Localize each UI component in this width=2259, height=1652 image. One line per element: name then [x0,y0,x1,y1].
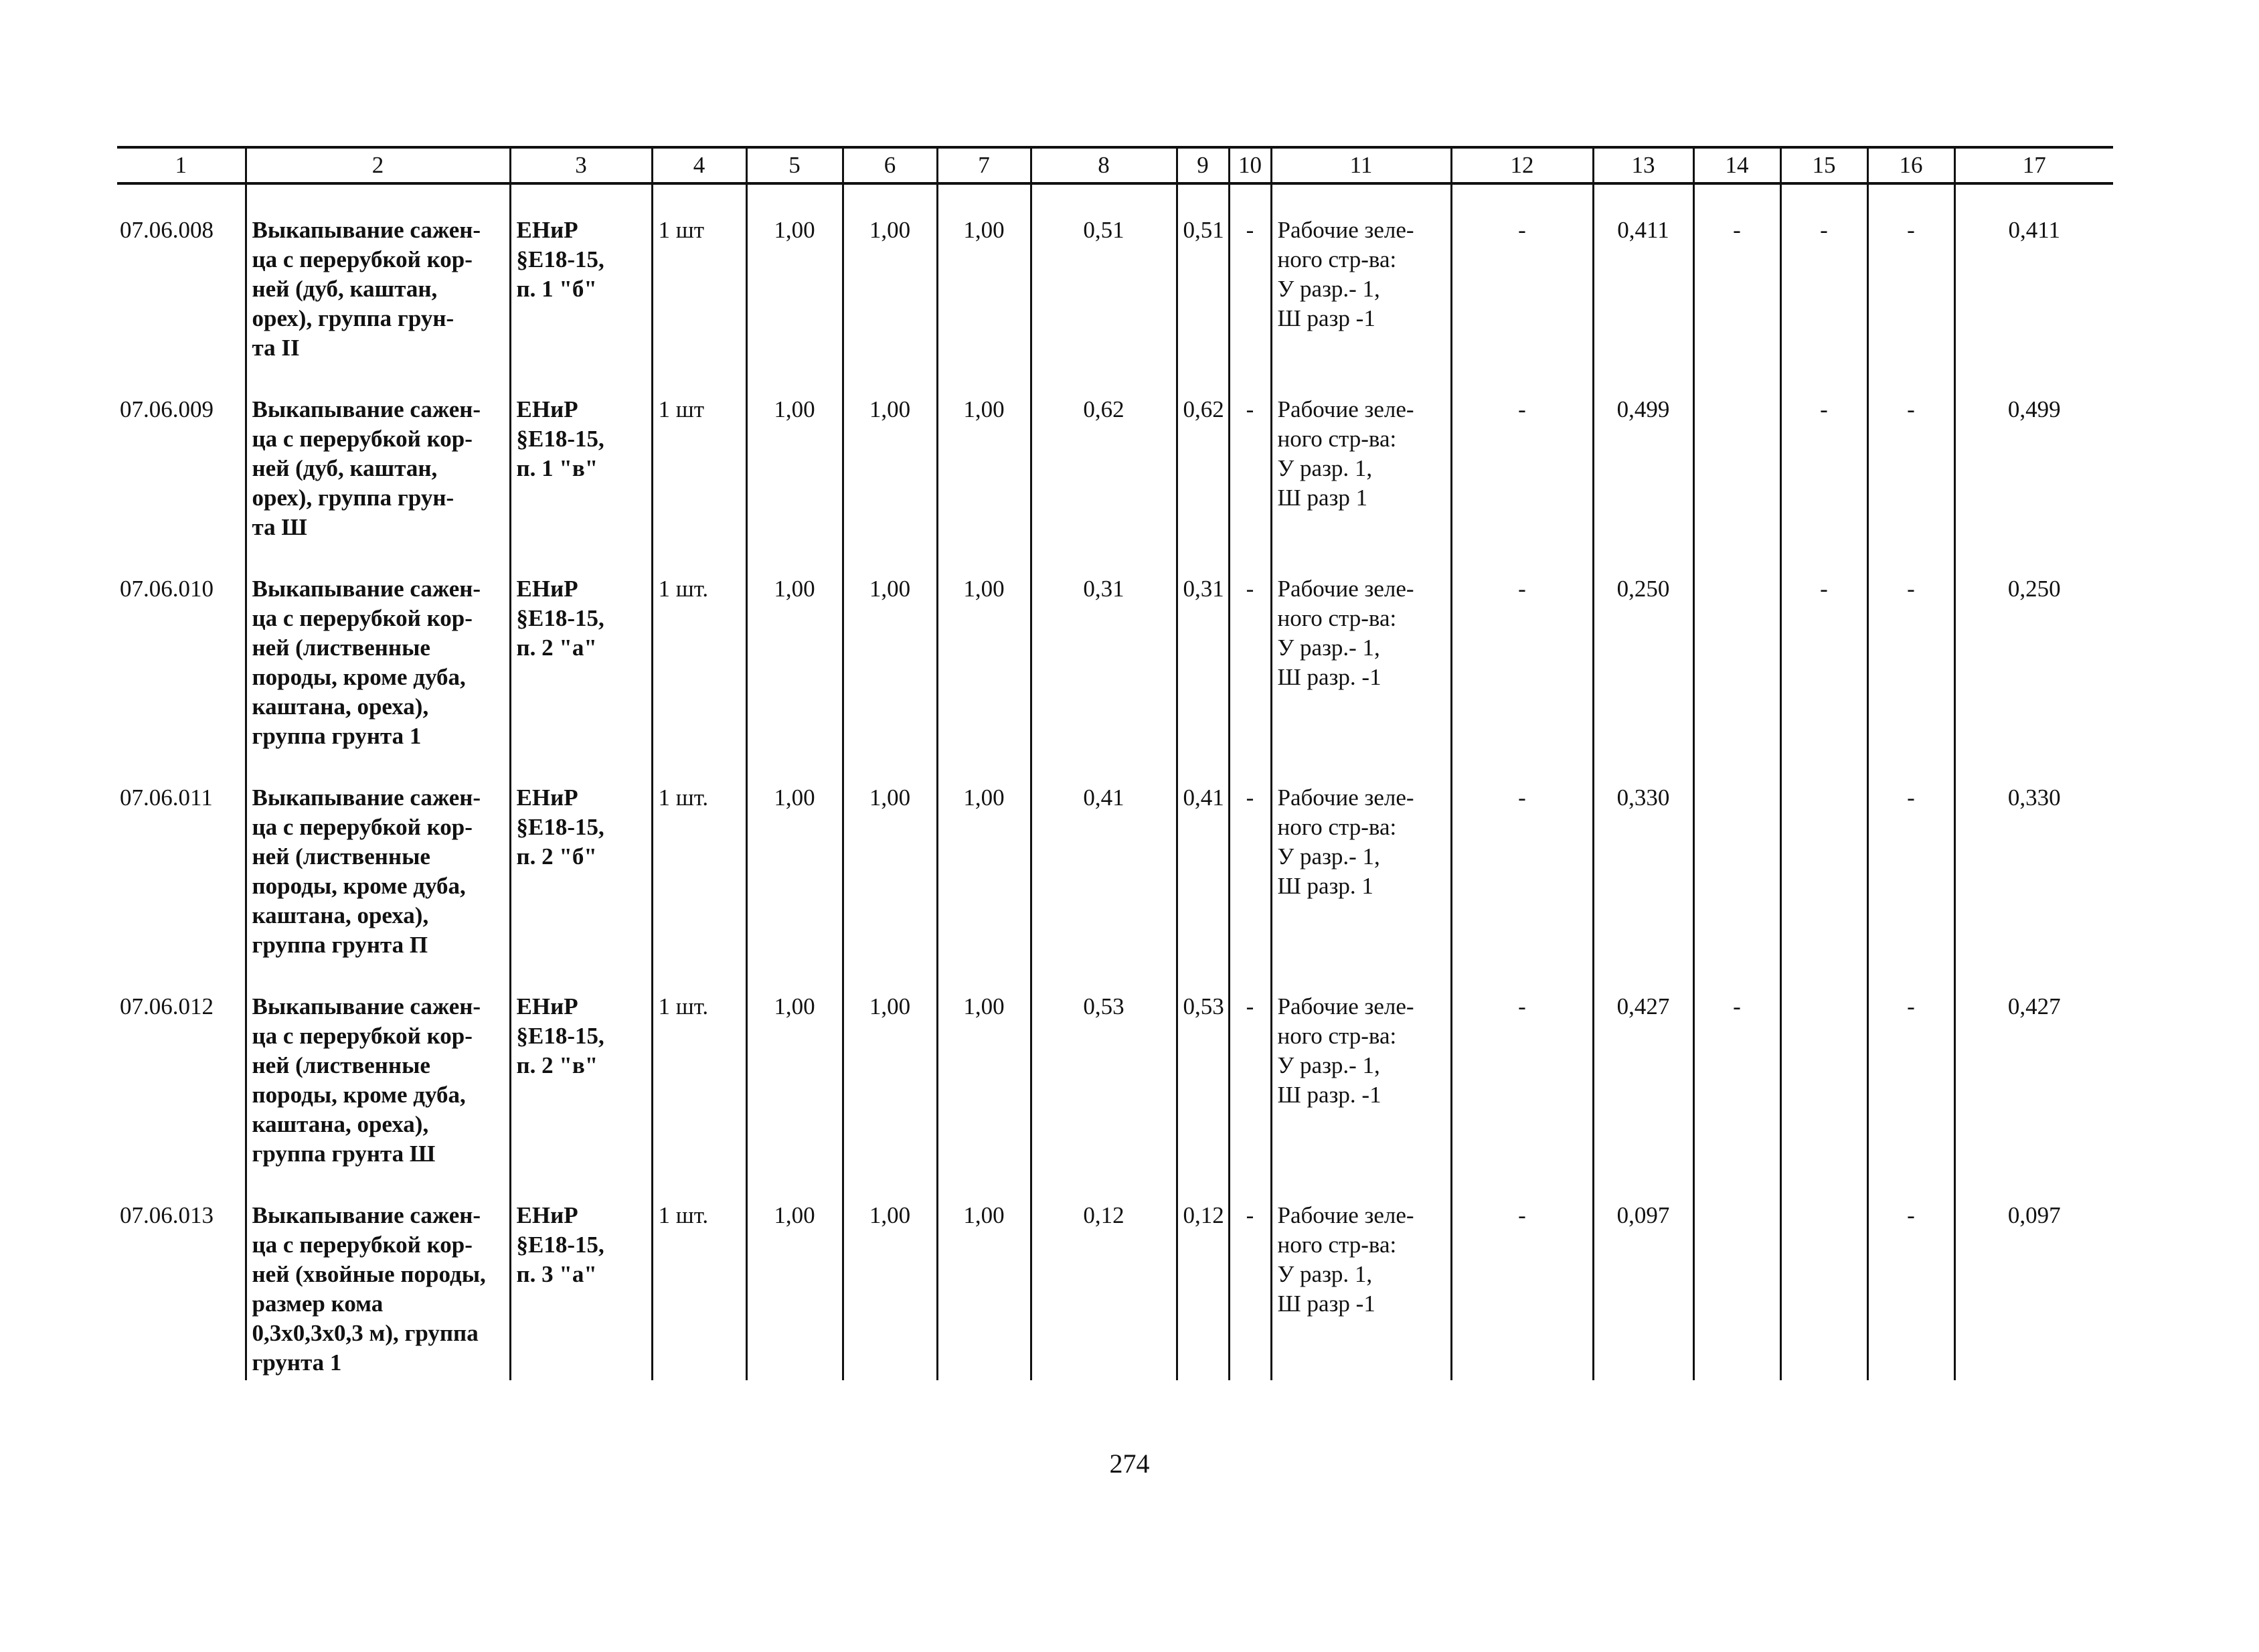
cell-workers: Рабочие зеле- ного стр-ва: У разр. 1, Ш разр -1 [1271,1170,1451,1380]
column-header: 3 [510,147,652,183]
cell-unit: 1 шт. [652,1170,746,1380]
cell-col-10: - [1229,183,1271,364]
cell-col-12: - [1451,752,1593,961]
cell-col-17: 0,427 [1954,961,2113,1170]
cell-col-5: 1,00 [746,544,843,752]
cell-work-name: Выкапывание сажен- ца с перерубкой кор- ней (хвойные породы, размер кома 0,3х0,3х0,3 м), группа грунта 1 [246,1170,510,1380]
cell-col-14: - [1693,961,1780,1170]
cell-col-17: 0,330 [1954,752,2113,961]
cell-col-6: 1,00 [843,364,937,544]
cell-col-8: 0,62 [1031,364,1177,544]
cell-col-9: 0,41 [1177,752,1229,961]
cell-col-14 [1693,544,1780,752]
column-header: 14 [1693,147,1780,183]
cell-col-15: - [1780,364,1867,544]
cell-code: 07.06.010 [117,544,246,752]
cell-col-5: 1,00 [746,961,843,1170]
cell-unit: 1 шт. [652,752,746,961]
cell-reference: ЕНиР §Е18-15, п. 3 "а" [510,1170,652,1380]
cell-col-13: 0,097 [1593,1170,1693,1380]
cell-col-15 [1780,961,1867,1170]
column-header: 2 [246,147,510,183]
table-row [117,961,2113,1170]
column-header: 1 [117,147,246,183]
cell-col-6: 1,00 [843,961,937,1170]
column-header: 11 [1271,147,1451,183]
table-row [117,364,2113,544]
cell-col-17: 0,411 [1954,183,2113,364]
cell-col-6: 1,00 [843,544,937,752]
cell-reference: ЕНиР §Е18-15, п. 2 "а" [510,544,652,752]
cell-col-5: 1,00 [746,1170,843,1380]
cell-col-13: 0,411 [1593,183,1693,364]
cell-col-16: - [1867,183,1954,364]
cell-col-17: 0,250 [1954,544,2113,752]
cell-col-15: - [1780,183,1867,364]
cell-col-16: - [1867,544,1954,752]
norms-table [117,146,2113,1380]
cell-col-7: 1,00 [937,183,1031,364]
column-header: 4 [652,147,746,183]
cell-workers: Рабочие зеле- ного стр-ва: У разр.- 1, Ш разр. -1 [1271,544,1451,752]
cell-col-12: - [1451,364,1593,544]
cell-work-name: Выкапывание сажен- ца с перерубкой кор- ней (дуб, каштан, орех), группа грун- та Ш [246,364,510,544]
header-row [117,147,2113,183]
cell-col-13: 0,499 [1593,364,1693,544]
cell-col-5: 1,00 [746,364,843,544]
cell-unit: 1 шт [652,183,746,364]
cell-col-10: - [1229,961,1271,1170]
cell-col-10: - [1229,752,1271,961]
column-header: 9 [1177,147,1229,183]
cell-col-8: 0,53 [1031,961,1177,1170]
cell-reference: ЕНиР §Е18-15, п. 1 "б" [510,183,652,364]
cell-col-12: - [1451,961,1593,1170]
cell-col-5: 1,00 [746,752,843,961]
norms-table-sheet [117,146,2113,1380]
cell-col-7: 1,00 [937,544,1031,752]
cell-col-9: 0,31 [1177,544,1229,752]
cell-col-16: - [1867,1170,1954,1380]
cell-col-7: 1,00 [937,364,1031,544]
column-header: 15 [1780,147,1867,183]
cell-col-8: 0,51 [1031,183,1177,364]
cell-col-17: 0,499 [1954,364,2113,544]
cell-col-12: - [1451,183,1593,364]
cell-col-7: 1,00 [937,752,1031,961]
column-header: 13 [1593,147,1693,183]
cell-col-12: - [1451,1170,1593,1380]
cell-col-8: 0,41 [1031,752,1177,961]
cell-col-5: 1,00 [746,183,843,364]
column-header: 17 [1954,147,2113,183]
cell-col-7: 1,00 [937,961,1031,1170]
cell-col-10: - [1229,544,1271,752]
cell-code: 07.06.012 [117,961,246,1170]
cell-col-14 [1693,1170,1780,1380]
cell-work-name: Выкапывание сажен- ца с перерубкой кор- ней (дуб, каштан, орех), группа грун- та II [246,183,510,364]
column-header: 7 [937,147,1031,183]
cell-col-16: - [1867,752,1954,961]
cell-reference: ЕНиР §Е18-15, п. 2 "в" [510,961,652,1170]
cell-col-16: - [1867,961,1954,1170]
cell-col-9: 0,62 [1177,364,1229,544]
column-header: 5 [746,147,843,183]
cell-workers: Рабочие зеле- ного стр-ва: У разр.- 1, Ш разр -1 [1271,183,1451,364]
cell-col-13: 0,330 [1593,752,1693,961]
cell-col-15 [1780,1170,1867,1380]
table-row [117,1170,2113,1380]
cell-reference: ЕНиР §Е18-15, п. 2 "б" [510,752,652,961]
cell-col-14: - [1693,183,1780,364]
cell-col-9: 0,53 [1177,961,1229,1170]
cell-col-8: 0,31 [1031,544,1177,752]
cell-code: 07.06.008 [117,183,246,364]
cell-col-6: 1,00 [843,1170,937,1380]
cell-col-13: 0,427 [1593,961,1693,1170]
cell-col-16: - [1867,364,1954,544]
cell-col-12: - [1451,544,1593,752]
cell-code: 07.06.011 [117,752,246,961]
column-header: 6 [843,147,937,183]
table-row [117,544,2113,752]
column-header: 10 [1229,147,1271,183]
cell-work-name: Выкапывание сажен- ца с перерубкой кор- ней (лиственные породы, кроме дуба, каштана, ореха), группа грунта 1 [246,544,510,752]
cell-reference: ЕНиР §Е18-15, п. 1 "в" [510,364,652,544]
table-row [117,752,2113,961]
cell-col-13: 0,250 [1593,544,1693,752]
cell-work-name: Выкапывание сажен- ца с перерубкой кор- ней (лиственные породы, кроме дуба, каштана, ореха), группа грунта П [246,752,510,961]
cell-col-15: - [1780,544,1867,752]
cell-col-9: 0,12 [1177,1170,1229,1380]
cell-unit: 1 шт. [652,544,746,752]
column-header: 12 [1451,147,1593,183]
cell-workers: Рабочие зеле- ного стр-ва: У разр.- 1, Ш разр. -1 [1271,961,1451,1170]
cell-unit: 1 шт [652,364,746,544]
cell-col-7: 1,00 [937,1170,1031,1380]
cell-unit: 1 шт. [652,961,746,1170]
column-header: 8 [1031,147,1177,183]
page-number: 274 [1109,1449,1150,1479]
cell-col-10: - [1229,364,1271,544]
cell-col-14 [1693,364,1780,544]
cell-col-8: 0,12 [1031,1170,1177,1380]
cell-col-15 [1780,752,1867,961]
cell-col-10: - [1229,1170,1271,1380]
cell-code: 07.06.013 [117,1170,246,1380]
cell-workers: Рабочие зеле- ного стр-ва: У разр.- 1, Ш разр. 1 [1271,752,1451,961]
cell-code: 07.06.009 [117,364,246,544]
cell-col-17: 0,097 [1954,1170,2113,1380]
cell-work-name: Выкапывание сажен- ца с перерубкой кор- ней (лиственные породы, кроме дуба, каштана, ореха), группа грунта Ш [246,961,510,1170]
cell-col-9: 0,51 [1177,183,1229,364]
table-row [117,183,2113,364]
cell-col-6: 1,00 [843,752,937,961]
cell-workers: Рабочие зеле- ного стр-ва: У разр. 1, Ш разр 1 [1271,364,1451,544]
cell-col-6: 1,00 [843,183,937,364]
cell-col-14 [1693,752,1780,961]
column-header: 16 [1867,147,1954,183]
